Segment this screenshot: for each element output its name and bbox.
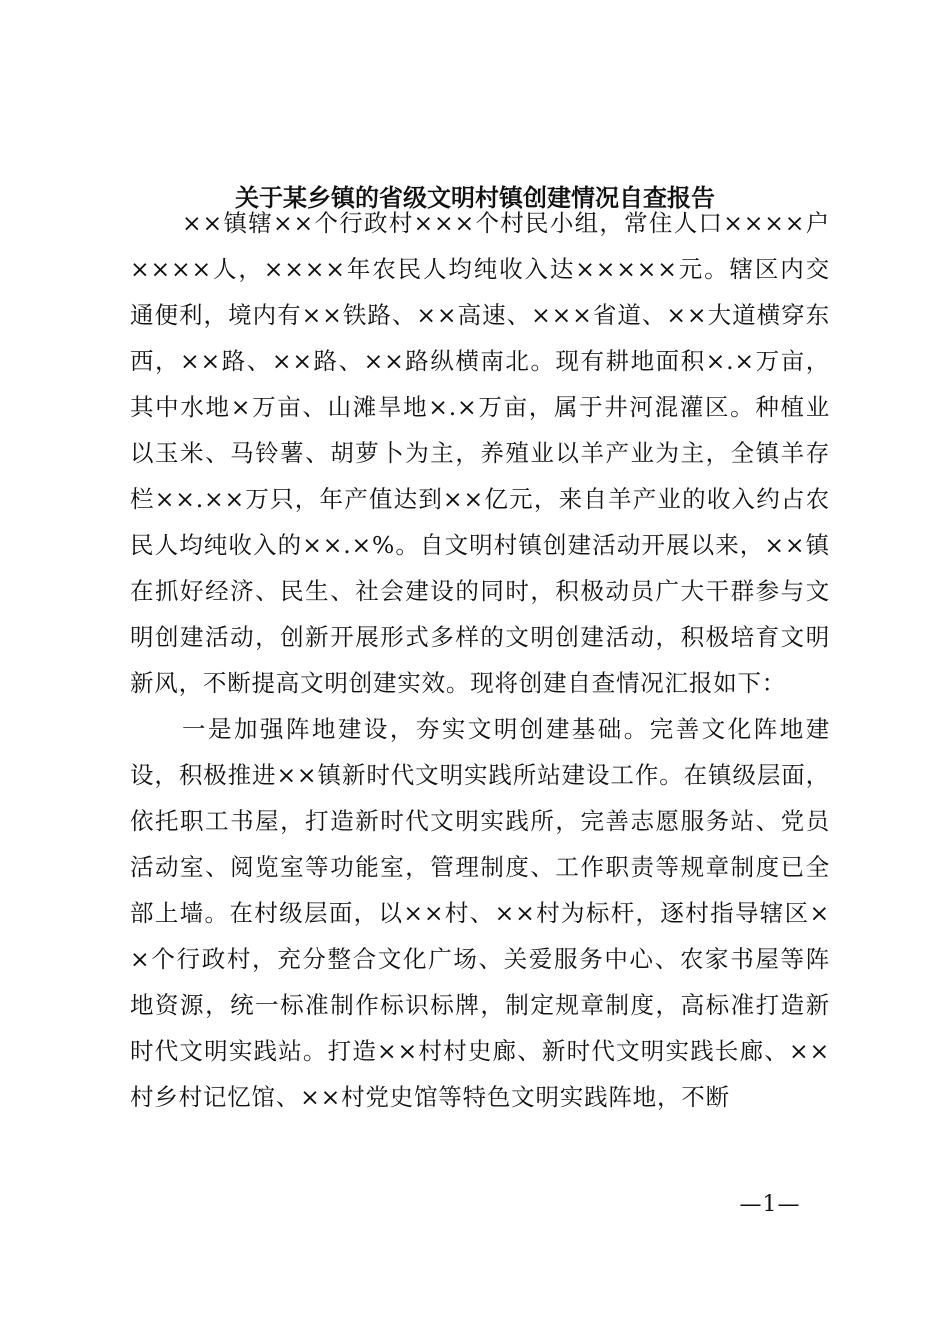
document-body (130, 200, 830, 1120)
paragraph-section-one: 一是加强阵地建设，夯实文明创建基础。完善文化阵地建设，积极推进××镇新时代文明实践所站建设工作。在镇级层面，依托职工书屋，打造新时代文明实践所，完善志愿服务站、党员活动室、阅览室等功能室，管理制度、工作职责等规章制度已全部上墙。在村级层面，以××村、××村为标杆，逐村指导辖区××个行政村，充分整合文化广场、关爱服务中心、农家书屋等阵地资源，统一标准制作标识标牌，制定规章制度，高标准打造新时代文明实践站。打造××村村史廊、新时代文明实践长廊、××村乡村记忆馆、××村党史馆等特色文明实践阵地，不断 (130, 715, 830, 1111)
paragraph-intro: ××镇辖××个行政村×××个村民小组，常住人口××××户××××人，××××年农民人均纯收入达×××××元。辖区内交通便利，境内有××铁路、××高速、×××省道、××大道横穿东西，××路、××路、××路纵横南北。现有耕地面积×.×万亩，其中水地×万亩、山滩旱地×.×万亩，属于井河混灌区。种植业以玉米、马铃薯、胡萝卜为主，养殖业以羊产业为主，全镇羊存栏××.××万只，年产值达到××亿元，来自羊产业的收入约占农民人均纯收入的××.×%。自文明村镇创建活动开展以来，××镇在抓好经济、民生、社会建设的同时，积极动员广大干群参与文明创建活动，创新开展形式多样的文明创建活动，积极培育文明新风，不断提高文明创建实效。现将创建自查情况汇报如下： (130, 209, 830, 697)
document-title: 关于某乡镇的省级文明村镇创建情况自查报告 (235, 184, 715, 212)
page-number: —1— (739, 1192, 801, 1217)
